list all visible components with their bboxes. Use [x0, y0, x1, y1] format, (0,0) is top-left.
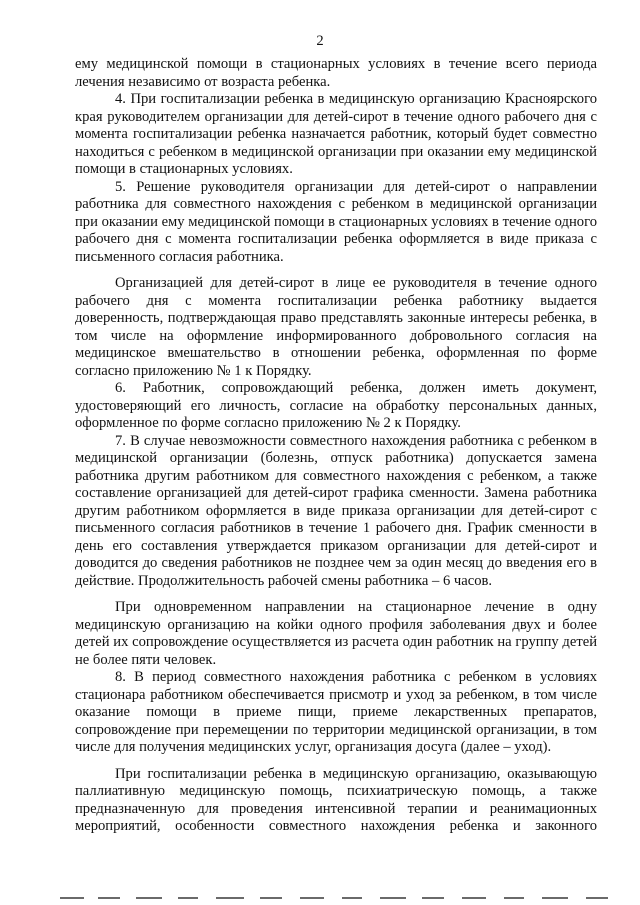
- scan-mark: [542, 897, 568, 899]
- scan-mark: [178, 897, 198, 899]
- scan-mark: [422, 897, 444, 899]
- page-number: 2: [316, 33, 324, 49]
- scan-mark: [380, 897, 406, 899]
- scan-mark: [60, 897, 84, 899]
- scan-mark: [462, 897, 486, 899]
- paragraph-item-7: 7. В случае невозможности совместного нахождения работника с ребенком в медицинской организации (болезнь, отпуск работника) допускается замена работника другим работником для совместного нахождения с ребенком, а также составление организацией для детей-сирот графика сменности. Замена работника другим работником оформляется в виде приказа организации для детей-сирот с письменного согласия работников в течение 1 рабочего дня. График сменности в день его составления утверждается приказом организации для детей-сирот и доводится до сведения работников не позднее чем за один месяц до введения его в действие. Продолжительность рабочей смены работника – 6 часов.: [75, 432, 597, 589]
- paragraph-item-8: 8. В период совместного нахождения работника с ребенком в условиях стационара работником обеспечивается присмотр и уход за ребенком, в том числе оказание помощи в приеме пищи, приеме лекарственных препаратов, сопровождение при перемещении по территории медицинской организации, в том числе для получения медицинских услуг, организация досуга (далее – уход).: [75, 669, 597, 755]
- scan-mark: [342, 897, 362, 899]
- scan-mark: [260, 897, 282, 899]
- paragraph-palliative: При госпитализации ребенка в медицинскую организацию, оказывающую паллиативную медицинскую помощь, психиатрическую помощь, а также предназначенную для проведения интенсивной терапии и реанимационных мероприятий, особенности совместного нахождения ребенка и законного: [75, 765, 597, 834]
- scan-mark: [136, 897, 162, 899]
- scan-mark: [300, 897, 324, 899]
- document-body: [75, 56, 597, 836]
- scan-mark: [586, 897, 608, 899]
- scan-edge-artifact: [60, 893, 640, 903]
- paragraph-item-4: 4. При госпитализации ребенка в медицинскую организацию Красноярского края руководителем организации для детей-сирот в течение одного рабочего дня с момента госпитализации ребенка назначается работник, который будет совместно находиться с ребенком в медицинской организации при оказании ему медицинской помощи в стационарных условиях.: [75, 91, 597, 177]
- scan-mark: [98, 897, 120, 899]
- paragraph-group-escort: При одновременном направлении на стационарное лечение в одну медицинскую организацию на койки одного профиля заболевания двух и более детей их сопровождение осуществляется из расчета один работник на группу детей не более пяти человек.: [75, 599, 597, 668]
- scan-mark: [504, 897, 524, 899]
- paragraph-item-6: 6. Работник, сопровождающий ребенка, должен иметь документ, удостоверяющий его личность, согласие на обработку персональных данных, оформленное по форме согласно приложению № 2 к Порядку.: [75, 380, 597, 431]
- paragraph-power-of-attorney: Организацией для детей-сирот в лице ее руководителя в течение одного рабочего дня с момента госпитализации ребенка работнику выдается доверенность, подтверждающая право представлять законные интересы ребенка, в том числе на оформление информированного добровольного согласия на медицинское вмешательство в отношении ребенка, оформленная по форме согласно приложению № 1 к Порядку.: [75, 275, 597, 379]
- scan-mark: [216, 897, 244, 899]
- paragraph-item-5: 5. Решение руководителя организации для детей-сирот о направлении работника для совместного нахождения с ребенком в медицинской организации при оказании ему медицинской помощи в стационарных условиях в течение одного рабочего дня с момента госпитализации ребенка оформляется в виде приказа с письменного согласия работника.: [75, 178, 597, 265]
- paragraph-continuation: ему медицинской помощи в стационарных условиях в течение всего периода лечения независимо от возраста ребенка.: [75, 56, 597, 90]
